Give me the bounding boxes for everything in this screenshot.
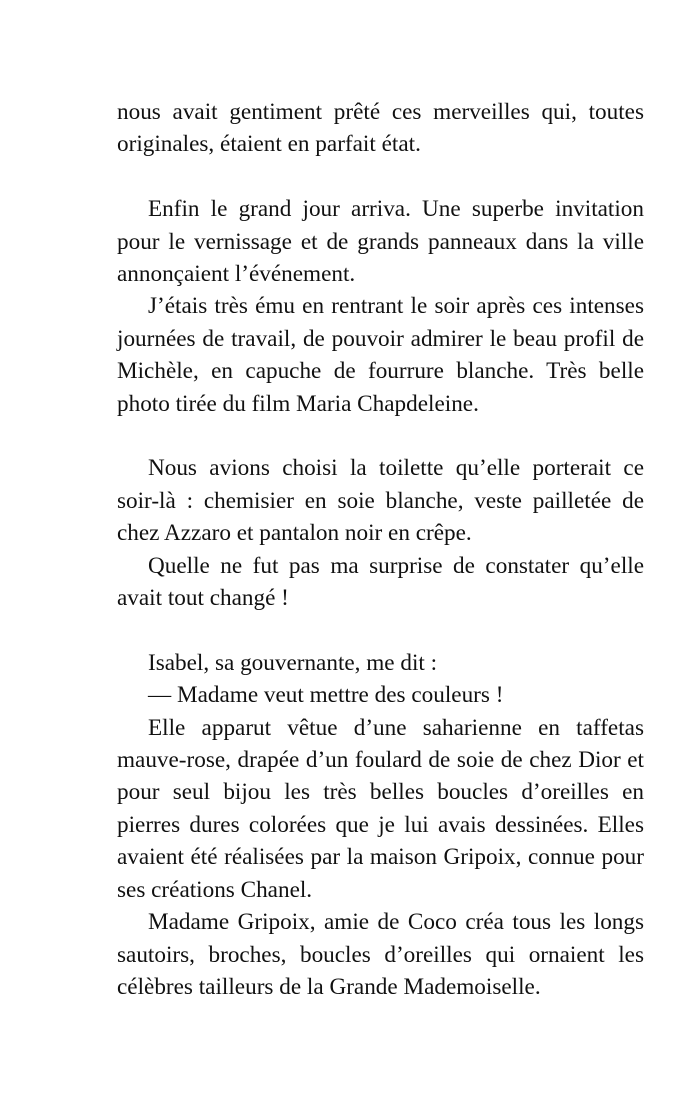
paragraph-emu: J’étais très ému en rentrant le soir après ces intenses journées de travail, de pouvoir admirer le beau profil de Michèle, en capuche de fourrure blanche. Très belle photo tirée du film Maria Chapdeleine. <box>117 293 644 417</box>
paragraph-gripoix: Madame Gripoix, amie de Coco créa tous les longs sautoirs, broches, boucles d’oreilles qui ornaient les célèbres tailleurs de la Grande Mademoiselle. <box>117 909 644 1000</box>
book-page <box>117 96 644 1003</box>
paragraph-dialogue: — Madame veut mettre des couleurs ! <box>148 682 504 709</box>
paragraph-toilette: Nous avions choisi la toilette qu’elle porterait ce soir-là : chemisier en soie blanche, veste pailletée de chez Azzaro et pantalon noir en crêpe. <box>117 455 644 547</box>
paragraph-grand-jour: Enfin le grand jour arriva. Une superbe invitation pour le vernissage et de grands panneaux dans la ville annonçaient l’événement. <box>117 196 644 288</box>
paragraph-saharienne: Elle apparut vêtue d’une saharienne en taffetas mauve-rose, drapée d’un foulard de soie de chez Dior et pour seul bijou les très belles boucles d’oreilles en pierres dures colorées que je lui avais dessinées. Elles avaient été réalisées par la maison Gripoix, connue pour ses créations Chanel. <box>117 714 644 903</box>
paragraph-continuation: nous avait gentiment prêté ces merveilles qui, toutes originales, étaient en parfait état. <box>117 99 644 158</box>
paragraph-isabel: Isabel, sa gouvernante, me dit : <box>148 649 438 676</box>
paragraph-surprise: Quelle ne fut pas ma surprise de constater qu’elle avait tout changé ! <box>117 552 644 612</box>
